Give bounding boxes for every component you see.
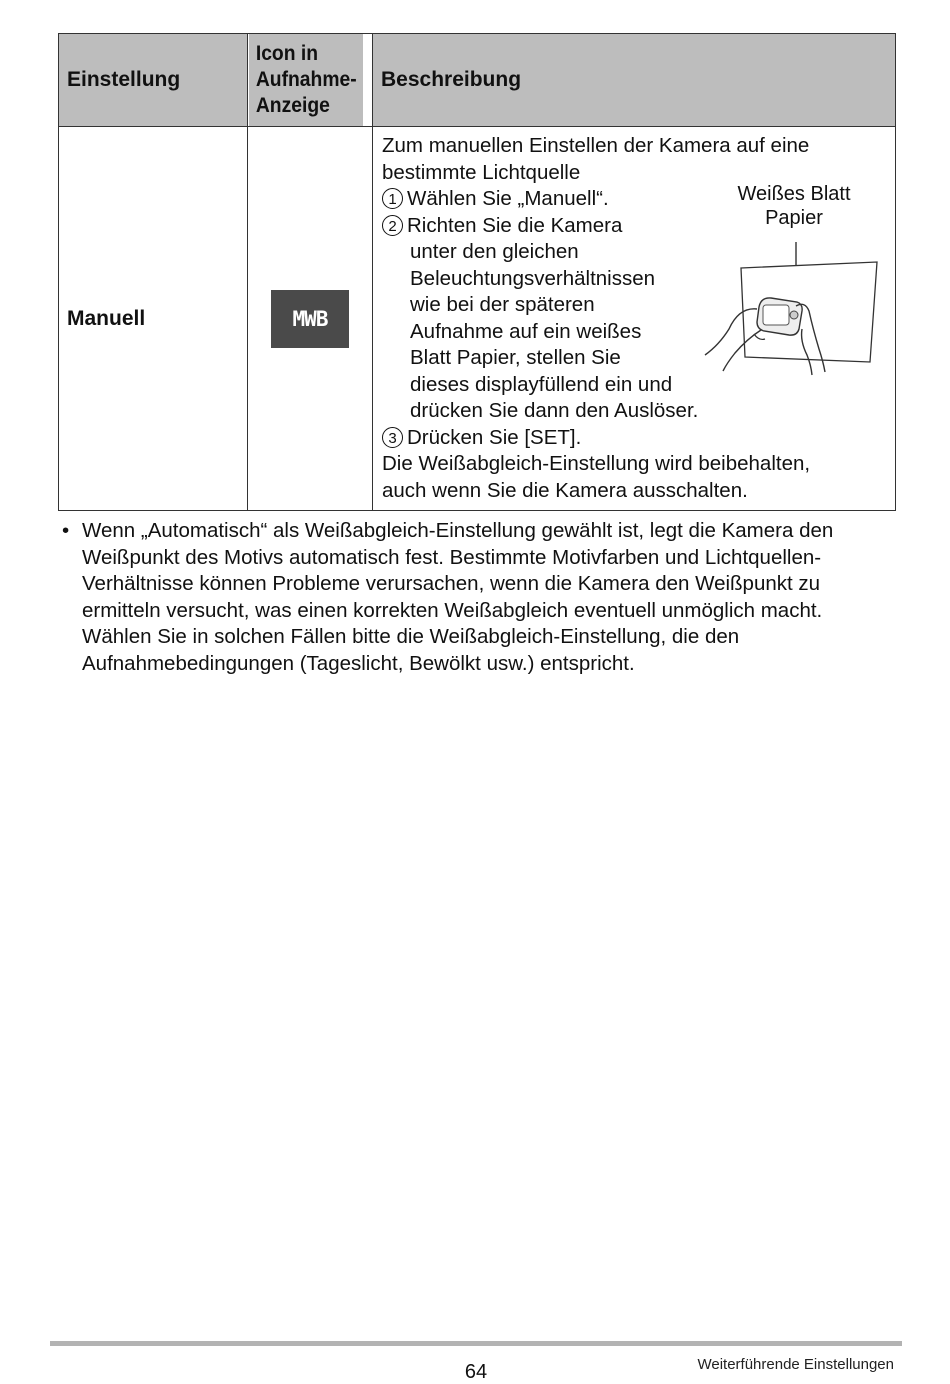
step-number-circle: 2 xyxy=(382,215,403,236)
header-icon-line: Anzeige xyxy=(255,94,330,117)
outro-line: Die Weißabgleich-Einstellung wird beibehalten, xyxy=(382,452,811,475)
step-text: wie bei der späteren xyxy=(410,293,595,316)
step-text: Beleuchtungsverhältnissen xyxy=(410,266,656,290)
table-row xyxy=(59,127,896,511)
step-text: Wählen Sie „Manuell“. xyxy=(407,187,609,210)
white-balance-table xyxy=(58,33,896,511)
note-line: Wenn „Automatisch“ als Weißabgleich-Einstellung gewählt ist, legt die Kamera den xyxy=(82,519,834,542)
note-line: Verhältnisse können Probleme verursachen, wenn die Kamera den Weißpunkt zu xyxy=(82,572,821,595)
outro-line: auch wenn Sie die Kamera ausschalten. xyxy=(382,478,748,502)
white-paper-illustration xyxy=(699,189,879,389)
bullet-marker: • xyxy=(62,519,70,542)
setting-name: Manuell xyxy=(59,127,248,511)
illustration-label-line: Papier xyxy=(765,207,823,229)
step-text: drücken Sie dann den Auslöser. xyxy=(410,399,699,422)
note-line: ermitteln versucht, was einen korrekten Weißabgleich eventuell unmöglich macht. xyxy=(82,598,823,622)
note-line: Aufnahmebedingungen (Tageslicht, Bewölkt usw.) entspricht. xyxy=(82,651,635,675)
header-description: Beschreibung xyxy=(373,34,896,127)
step-number-circle: 1 xyxy=(382,188,403,209)
step-number-circle: 3 xyxy=(382,427,403,448)
step-text: Aufnahme auf ein weißes xyxy=(410,319,642,343)
header-setting: Einstellung xyxy=(59,34,248,127)
page-number: 64 xyxy=(464,1361,488,1383)
icon-cell xyxy=(248,127,373,511)
table-header-row xyxy=(59,34,896,127)
illustration-label-line: Weißes Blatt xyxy=(737,183,851,205)
step-text: dieses displayfüllend ein und xyxy=(410,372,673,396)
step-text: Richten Sie die Kamera xyxy=(407,213,623,237)
step-3 xyxy=(382,425,887,452)
header-icon-line: Icon in xyxy=(255,42,318,65)
section-title: Weiterführende Einstellungen xyxy=(697,1356,894,1373)
header-icon-line: Aufnahme- xyxy=(255,68,357,91)
step-text: Drücken Sie [SET]. xyxy=(407,425,582,449)
note-text xyxy=(82,518,892,677)
step-text: unter den gleichen xyxy=(410,240,579,263)
intro-line: Zum manuellen Einstellen der Kamera auf eine xyxy=(382,134,810,157)
note-paragraph xyxy=(62,518,892,677)
manual-white-balance-icon: MWB xyxy=(271,290,349,348)
header-icon xyxy=(248,34,363,127)
intro-line: bestimmte Lichtquelle xyxy=(382,160,581,184)
step-text: Blatt Papier, stellen Sie xyxy=(410,346,621,369)
footer-divider xyxy=(50,1341,902,1346)
description-cell xyxy=(373,127,896,511)
note-line: Weißpunkt des Motivs automatisch fest. Bestimmte Motivfarben und Lichtquellen- xyxy=(82,545,822,569)
note-line: Wählen Sie in solchen Fällen bitte die Weißabgleich-Einstellung, die den xyxy=(82,625,740,648)
